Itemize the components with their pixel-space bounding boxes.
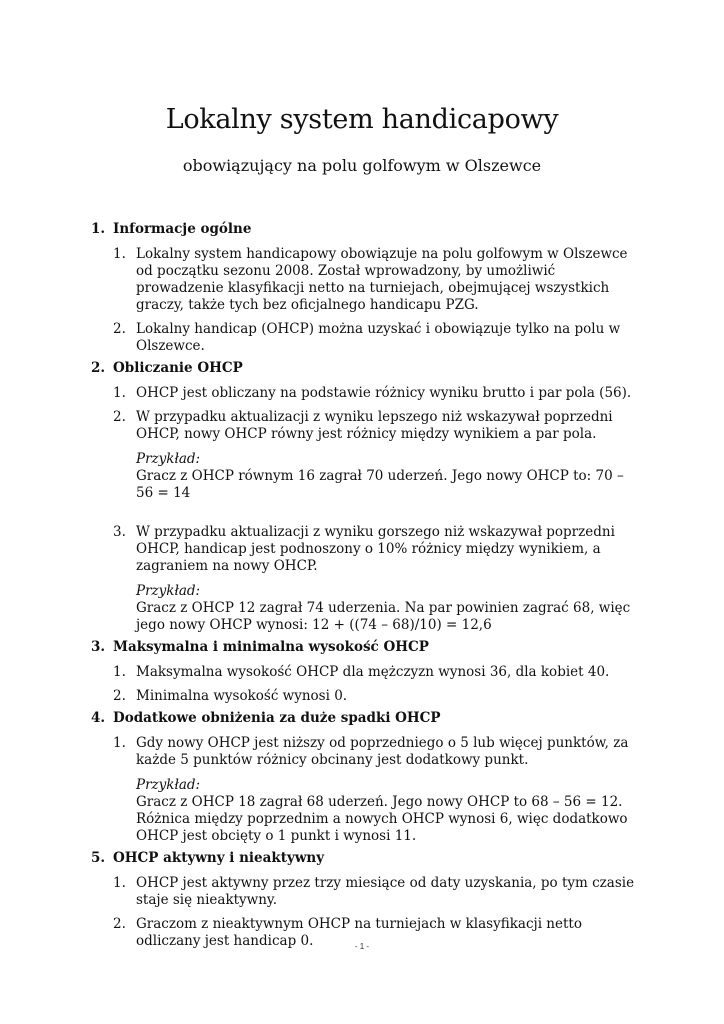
document-subtitle: obowiązujący na polu golfowym w Olszewce (182, 156, 542, 175)
section-2 (0, 359, 724, 634)
section-3 (0, 638, 724, 705)
example-label: Przykład: (136, 451, 201, 467)
section-number: 4. (91, 710, 106, 726)
list-item (0, 524, 724, 634)
item-number: 1. (113, 735, 126, 751)
item-text: W przypadku aktualizacji z wyniku gorszego niż wskazywał poprzedni OHCP, handicap jest podnoszony o 10% różnicy między wynikiem, a zagraniem na nowy OHCP. (136, 524, 615, 574)
example-label: Przykład: (136, 777, 201, 793)
list-item (0, 875, 724, 909)
item-number: 3. (113, 524, 126, 540)
document-title: Lokalny system handicapowy (165, 104, 559, 135)
section-title: Informacje ogólne (113, 221, 252, 237)
section-title: Dodatkowe obniżenia za duże spadki OHCP (113, 710, 441, 726)
item-number: 2. (113, 321, 126, 337)
item-text: Lokalny system handicapowy obowiązuje na polu golfowym w Olszewce od początku sezonu 2008. Został wprowadzony, by umożliwić prowadzenie klasyfikacji netto na turniejach, obejmującej wszystkich graczy, także tych bez oficjalnego handicapu PZG. (136, 246, 628, 313)
example-text: Gracz z OHCP równym 16 zagrał 70 uderzeń. Jego nowy OHCP to: 70 – 56 = 14 (136, 468, 624, 501)
item-number: 1. (113, 875, 126, 891)
item-number: 2. (113, 916, 126, 932)
section-heading (0, 220, 724, 239)
page-number: - 1 - (354, 942, 370, 951)
item-text: Lokalny handicap (OHCP) można uzyskać i obowiązuje tylko na polu w Olszewce. (136, 321, 621, 354)
item-text: Minimalna wysokość wynosi 0. (136, 688, 348, 704)
item-text: Graczom z nieaktywnym OHCP na turniejach w klasyfikacji netto odliczany jest handicap 0. (136, 916, 582, 949)
item-text: OHCP jest aktywny przez trzy miesiące od daty uzyskania, po tym czasie staje się nieaktywny. (136, 875, 635, 908)
item-text: OHCP jest obliczany na podstawie różnicy wyniku brutto i par pola (56). (136, 385, 632, 401)
item-text: Gdy nowy OHCP jest niższy od poprzedniego o 5 lub więcej punktów, za każde 5 punktów różnicy obcinany jest dodatkowy punkt. (136, 735, 629, 768)
section-number: 1. (91, 221, 106, 237)
section-4 (0, 709, 724, 845)
example-text: Gracz z OHCP 18 zagrał 68 uderzeń. Jego nowy OHCP to 68 – 56 = 12. Różnica między poprzednim a nowych OHCP wynosi 6, więc dodatkowo OHCP jest obcięty o 1 punkt i wynosi 11. (136, 794, 628, 844)
item-text: Maksymalna wysokość OHCP dla mężczyzn wynosi 36, dla kobiet 40. (136, 664, 610, 680)
document-body (0, 216, 724, 950)
list-item (0, 246, 724, 314)
item-number: 2. (113, 688, 126, 704)
section-heading (0, 709, 724, 728)
section-number: 5. (91, 850, 106, 866)
section-title: Obliczanie OHCP (113, 360, 243, 376)
example-block (136, 583, 636, 634)
example-label: Przykład: (136, 583, 201, 599)
item-number: 1. (113, 664, 126, 680)
list-item (0, 688, 724, 705)
list-item (0, 321, 724, 355)
item-text: W przypadku aktualizacji z wyniku lepszego niż wskazywał poprzedni OHCP, nowy OHCP równy jest różnicy między wynikiem a par pola. (136, 409, 613, 442)
item-number: 1. (113, 246, 126, 262)
list-item (0, 664, 724, 681)
section-number: 3. (91, 639, 106, 655)
section-title: Maksymalna i minimalna wysokość OHCP (113, 639, 429, 655)
list-item (0, 735, 724, 845)
list-item (0, 409, 724, 502)
section-1 (0, 220, 724, 355)
section-title: OHCP aktywny i nieaktywny (113, 850, 325, 866)
item-number: 2. (113, 409, 126, 425)
section-heading (0, 359, 724, 378)
section-5 (0, 849, 724, 950)
section-heading (0, 638, 724, 657)
example-text: Gracz z OHCP 12 zagrał 74 uderzenia. Na par powinien zagrać 68, więc jego nowy OHCP wynosi: 12 + ((74 – 68)/10) = 12,6 (136, 600, 631, 633)
section-heading (0, 849, 724, 868)
example-block (136, 777, 636, 845)
list-item (0, 385, 724, 402)
example-block (136, 451, 636, 502)
section-number: 2. (91, 360, 106, 376)
item-number: 1. (113, 385, 126, 401)
